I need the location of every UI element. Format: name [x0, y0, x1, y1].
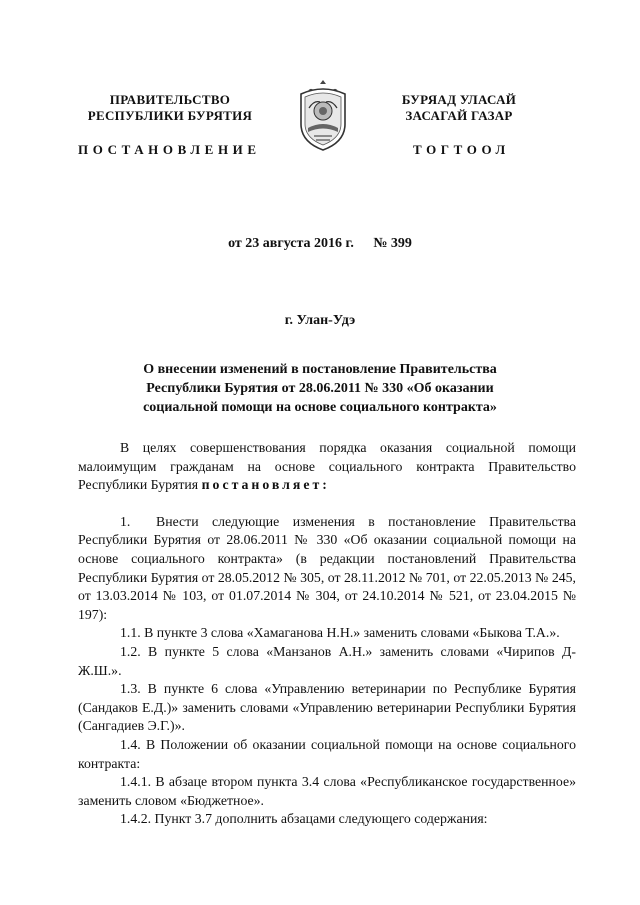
document-city: г. Улан-Удэ: [284, 313, 356, 328]
doc-type-right: ТОГТООЛ: [413, 142, 510, 157]
item-1-4-2: 1.4.2. Пункт 3.7 дополнить абзацами следующего содержания:: [120, 811, 488, 827]
item-1-paragraph: [78, 513, 576, 625]
item-1-text: Внести следующие изменения в постановление Правительства Республики Бурятия от 28.06.2011 № 330 «Об оказании социальной помощи на основе социального контракта» (в редакции постановлений Правительства Республики Бурятия от 28.05.2012 № 305, от 28.11.2012 № 701, от 22.05.2013 № 245, от 13.03.2014 № 103, от 01.07.2014 № 304, от 24.10.2014 № 521, от 23.04.2015 № 197):: [78, 513, 576, 622]
preamble-paragraph: [78, 439, 576, 495]
document-number: № 399: [373, 236, 412, 251]
item-1-4: 1.4. В Положении об оказании социальной помощи на основе социального контракта:: [78, 736, 576, 771]
issuer-left: [86, 92, 254, 124]
document-title: [120, 360, 520, 417]
title-line-2: Республики Бурятия от 28.06.2011 № 330 «Об оказании: [146, 381, 494, 396]
item-1-number: 1.: [120, 513, 131, 529]
title-line-1: О внесении изменений в постановление Правительства: [143, 362, 497, 377]
item-1-2: 1.2. В пункте 5 слова «Манзанов А.Н.» заменить словами «Чирипов Д-Ж.Ш.».: [78, 643, 576, 678]
date-number-line: [0, 236, 640, 252]
issuer-right: [375, 92, 543, 124]
coat-of-arms-icon: [296, 80, 350, 152]
issuer-right-line1: БУРЯАД УЛАСАЙ: [401, 92, 517, 107]
document-body: [78, 439, 576, 829]
document-date: от 23 августа 2016 г.: [228, 236, 354, 251]
issuer-left-line1: ПРАВИТЕЛЬСТВО: [109, 92, 231, 107]
issuer-right-line2: ЗАСАГАЙ ГАЗАР: [405, 108, 513, 123]
title-line-3: социальной помощи на основе социального контракта»: [143, 400, 497, 415]
item-1-4-1: 1.4.1. В абзаце втором пункта 3.4 слова «Республиканское государственное» заменить словом «Бюджетное».: [78, 774, 576, 808]
preamble-text: В целях совершенствования порядка оказания социальной помощи малоимущим гражданам на основе социального контракта Правительство Республики Бурятия: [78, 440, 576, 493]
doc-type-left: ПОСТАНОВЛЕНИЕ: [78, 142, 261, 157]
item-1-3: 1.3. В пункте 6 слова «Управлению ветеринарии по Республике Бурятия (Сандаков Е.Д.)» заменить словами «Управлению ветеринарии Республики Бурятия (Сангадиев Э.Г.)».: [78, 681, 576, 734]
issuer-left-line2: РЕСПУБЛИКИ БУРЯТИЯ: [87, 108, 253, 123]
item-1-1: 1.1. В пункте 3 слова «Хамаганова Н.Н.» заменить словами «Быкова Т.А.».: [120, 625, 560, 641]
decree-word: постановляет:: [201, 477, 330, 493]
